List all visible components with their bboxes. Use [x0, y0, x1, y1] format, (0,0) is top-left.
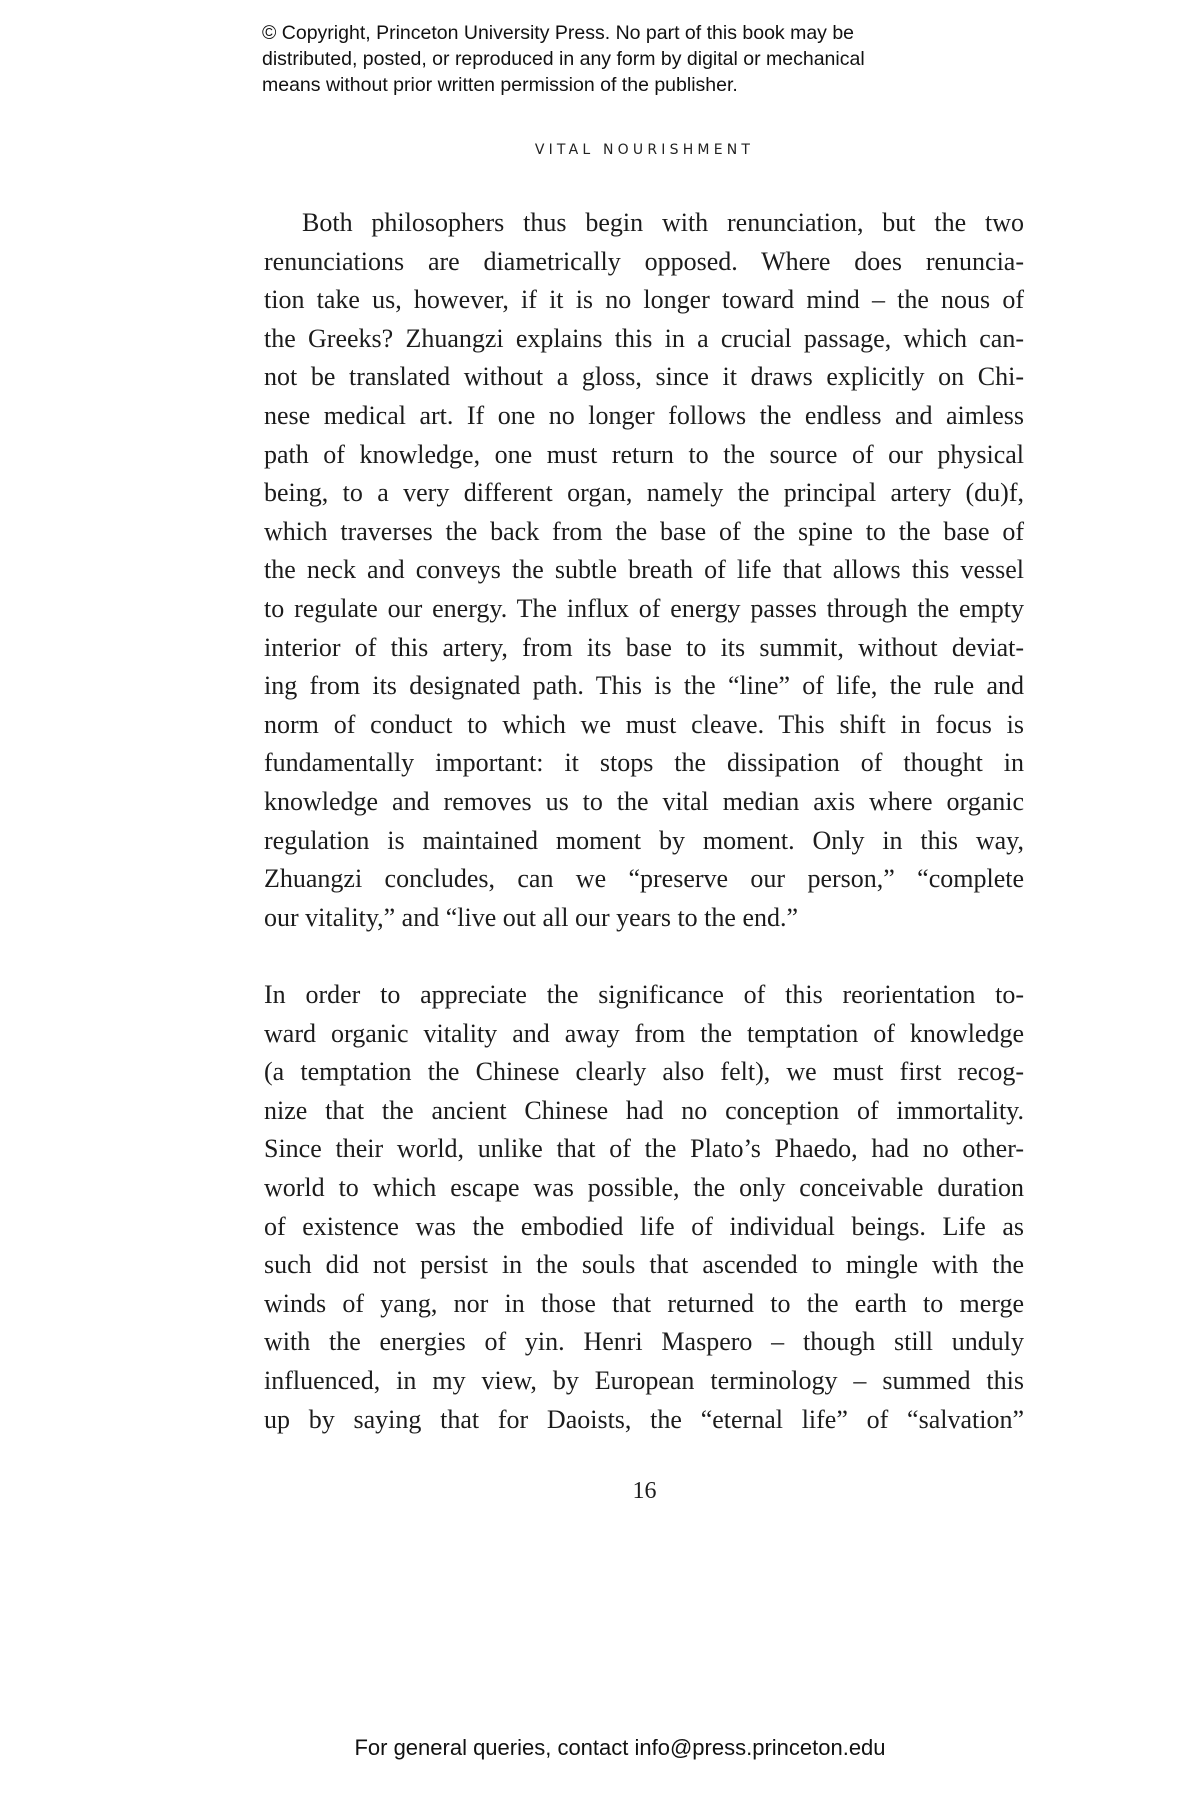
text-line: nize that the ancient Chinese had no conception of immortality.: [264, 1095, 1024, 1125]
text-line: norm of conduct to which we must cleave. This shift in focus is: [264, 709, 1024, 739]
text-line: our vitality,” and “live out all our years to the end.”: [264, 902, 799, 932]
text-line: tion take us, however, if it is no longer toward mind – the nous of: [264, 285, 1024, 315]
text-line: renunciations are diametrically opposed. Where does renuncia-: [264, 246, 1024, 276]
text-line: fundamentally important: it stops the dissipation of thought in: [264, 748, 1024, 778]
text-line: the Greeks? Zhuangzi explains this in a crucial passage, which can-: [264, 323, 1024, 353]
text-line: Both philosophers thus begin with renunciation, but the two: [302, 208, 1024, 237]
text-line: Since their world, unlike that of the Plato’s Phaedo, had no other-: [264, 1134, 1024, 1164]
text-line: (a temptation the Chinese clearly also felt), we must first recog-: [264, 1057, 1024, 1087]
text-line: interior of this artery, from its base to its summit, without deviat-: [264, 632, 1024, 662]
text-line: In order to appreciate the significance of this reorientation to-: [264, 980, 1024, 1009]
text-line: up by saying that for Daoists, the “eternal life” of “salvation”: [264, 1404, 1024, 1434]
text-line: knowledge and removes us to the vital median axis where organic: [264, 786, 1024, 816]
text-line: to regulate our energy. The influx of energy passes through the empty: [264, 593, 1024, 623]
text-line: ward organic vitality and away from the temptation of knowledge: [264, 1018, 1024, 1048]
text-line: not be translated without a gloss, since it draws explicitly on Chi-: [264, 362, 1024, 392]
paragraph-1: [264, 204, 1024, 937]
text-line: Zhuangzi concludes, can we “preserve our person,” “complete: [264, 864, 1024, 894]
text-line: nese medical art. If one no longer follows the endless and aimless: [264, 400, 1024, 430]
copyright-line: distributed, posted, or reproduced in any form by digital or mechanical: [262, 48, 865, 70]
running-head: VITAL NOURISHMENT: [534, 142, 755, 158]
text-line: such did not persist in the souls that ascended to mingle with the: [264, 1250, 1024, 1280]
text-line: regulation is maintained moment by moment. Only in this way,: [264, 825, 1024, 855]
text-line: the neck and conveys the subtle breath of life that allows this vessel: [264, 555, 1024, 585]
text-line: of existence was the embodied life of individual beings. Life as: [264, 1211, 1024, 1241]
text-line: world to which escape was possible, the only conceivable duration: [264, 1172, 1024, 1202]
text-line: path of knowledge, one must return to the source of our physical: [264, 439, 1024, 469]
contact-footer: For general queries, contact info@press.princeton.edu: [354, 1735, 886, 1760]
text-line: which traverses the back from the base of the spine to the base of: [264, 516, 1024, 546]
paragraph-2: [264, 976, 1024, 1439]
page-number: 16: [632, 1478, 657, 1504]
text-line: influenced, in my view, by European terminology – summed this: [264, 1365, 1024, 1395]
text-line: with the energies of yin. Henri Maspero – though still unduly: [264, 1327, 1024, 1357]
copyright-line: © Copyright, Princeton University Press. No part of this book may be: [262, 22, 855, 44]
copyright-line: means without prior written permission of the publisher.: [262, 74, 738, 96]
text-line: winds of yang, nor in those that returned to the earth to merge: [264, 1288, 1024, 1318]
copyright-notice: [262, 20, 1022, 98]
text-line: being, to a very different organ, namely the principal artery (du)f,: [264, 478, 1024, 508]
text-line: ing from its designated path. This is the “line” of life, the rule and: [264, 671, 1024, 701]
